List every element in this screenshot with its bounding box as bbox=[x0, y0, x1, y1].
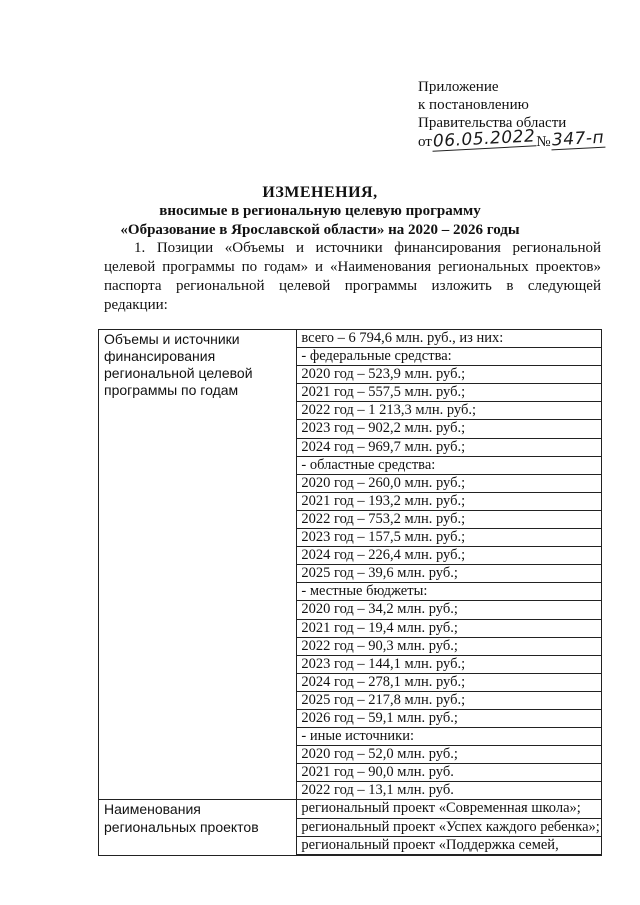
handwritten-date: 06.05.2022 bbox=[432, 126, 536, 152]
table-cell-line: 2021 год – 557,5 млн. руб.; bbox=[297, 384, 601, 402]
projects-values bbox=[297, 800, 602, 855]
appendix-date-number-line bbox=[418, 126, 605, 152]
table-cell-line: 2021 год – 90,0 млн. руб. bbox=[297, 764, 601, 782]
document-heading bbox=[0, 183, 640, 240]
passport-table bbox=[98, 329, 602, 856]
appendix-block bbox=[418, 78, 605, 151]
table-cell-line: - местные бюджеты: bbox=[297, 583, 601, 601]
table-cell-line: 2024 год – 278,1 млн. руб.; bbox=[297, 674, 601, 692]
table-cell-line: 2025 год – 39,6 млн. руб.; bbox=[297, 565, 601, 583]
table-cell-line: 2023 год – 144,1 млн. руб.; bbox=[297, 656, 601, 674]
heading-title: ИЗМЕНЕНИЯ, bbox=[262, 184, 378, 201]
table-cell-line: региональный проект «Поддержка семей, bbox=[297, 837, 601, 855]
table-cell-line: региональный проект «Успех каждого ребенка»; bbox=[297, 819, 601, 837]
appendix-government-line: Правительства области bbox=[418, 115, 567, 131]
funding-label: Объемы и источники финансирования региональной целевой программы по годам bbox=[99, 330, 297, 800]
intro-text: Позиции «Объемы и источники финансирования региональной целевой программы по годам» и «Наименования региональных проектов» паспорта региональной целевой программы изложить в следующей редакции: bbox=[104, 240, 601, 313]
table-cell-line: региональный проект «Современная школа»; bbox=[297, 800, 601, 818]
table-cell-line: 2022 год – 13,1 млн. руб. bbox=[301, 782, 454, 799]
table-cell-line: 2020 год – 34,2 млн. руб.; bbox=[297, 601, 601, 619]
appendix-title: Приложение bbox=[418, 79, 499, 95]
table-cell-line: - федеральные средства: bbox=[297, 348, 601, 366]
intro-paragraph bbox=[104, 239, 601, 315]
heading-program-name: «Образование в Ярославской области» на 2020 – 2026 годы bbox=[120, 222, 520, 238]
table-row-funding bbox=[99, 330, 602, 800]
table-cell-line: - иные источники: bbox=[297, 728, 601, 746]
table-cell-line: 2024 год – 969,7 млн. руб.; bbox=[297, 439, 601, 457]
table-cell-line: 2022 год – 753,2 млн. руб.; bbox=[297, 511, 601, 529]
appendix-decree-line: к постановлению bbox=[418, 97, 529, 113]
handwritten-number: 347-п bbox=[551, 127, 605, 151]
table-cell-line: 2020 год – 523,9 млн. руб.; bbox=[297, 366, 601, 384]
table-cell-line: - областные средства: bbox=[297, 457, 601, 475]
table-cell-line: 2021 год – 19,4 млн. руб.; bbox=[297, 620, 601, 638]
table-cell-line: 2024 год – 226,4 млн. руб.; bbox=[297, 547, 601, 565]
table-cell-line: 2023 год – 902,2 млн. руб.; bbox=[297, 420, 601, 438]
table-cell-line: 2022 год – 1 213,3 млн. руб.; bbox=[297, 402, 601, 420]
heading-subtitle: вносимые в региональную целевую программу bbox=[159, 203, 481, 219]
projects-label: Наименования региональных проектов bbox=[99, 800, 297, 855]
table-cell-line: 2021 год – 193,2 млн. руб.; bbox=[297, 493, 601, 511]
number-sign: № bbox=[536, 134, 551, 150]
table-cell-line: 2020 год – 52,0 млн. руб.; bbox=[297, 746, 601, 764]
table-cell-line: 2025 год – 217,8 млн. руб.; bbox=[297, 692, 601, 710]
from-prefix: от bbox=[418, 134, 432, 150]
table-cell-line: 2022 год – 90,3 млн. руб.; bbox=[297, 638, 601, 656]
table-cell-line: 2020 год – 260,0 млн. руб.; bbox=[297, 475, 601, 493]
table-cell-line: всего – 6 794,6 млн. руб., из них: bbox=[297, 330, 601, 348]
table-row-projects bbox=[99, 800, 602, 855]
intro-number: 1. bbox=[134, 240, 146, 256]
table-cell-line: 2023 год – 157,5 млн. руб.; bbox=[297, 529, 601, 547]
funding-values bbox=[297, 330, 602, 800]
table-cell-line: 2026 год – 59,1 млн. руб.; bbox=[297, 710, 601, 728]
